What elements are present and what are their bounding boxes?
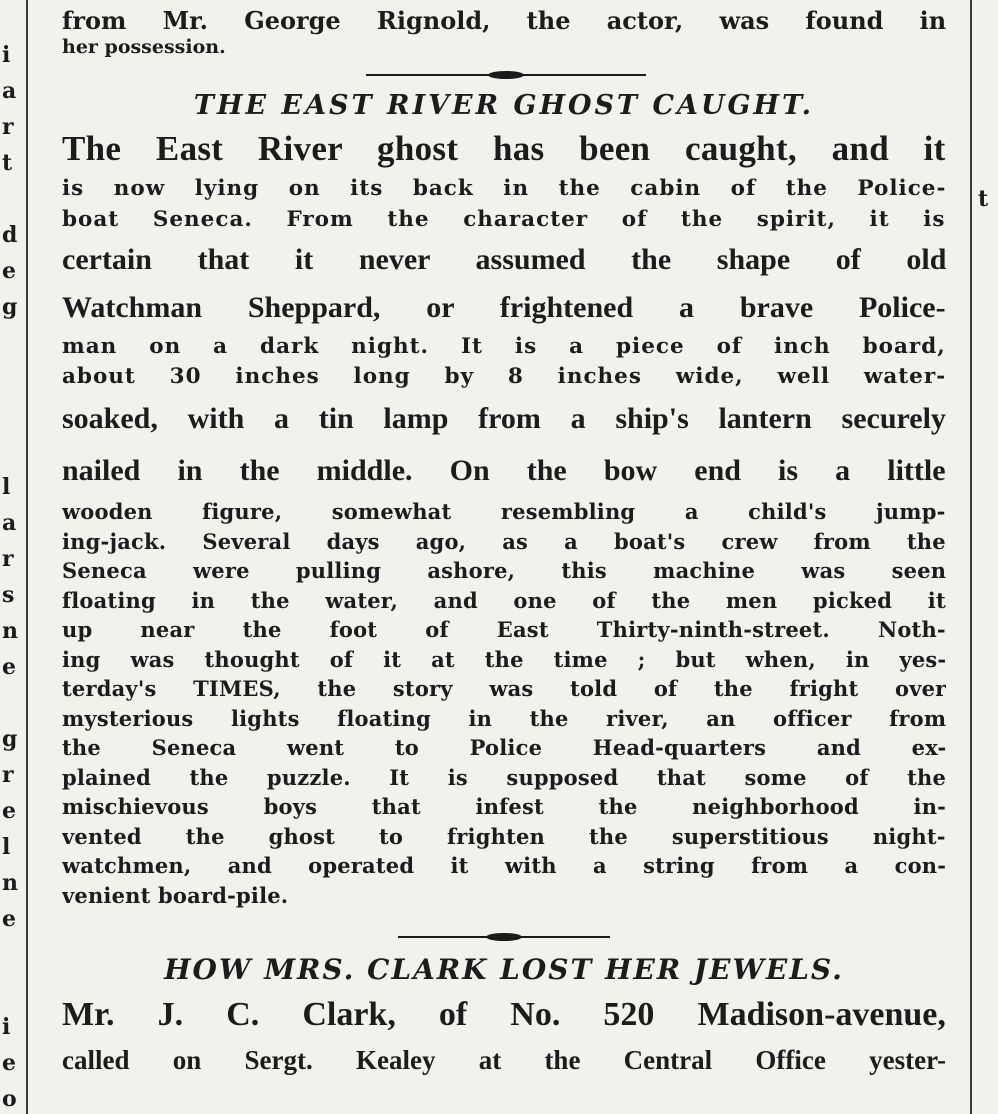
margin-glyph [2,184,22,214]
margin-glyph [978,112,998,142]
margin-glyph: g [2,294,18,320]
margin-glyph: t [978,186,989,212]
article-headline: THE EAST RIVER GHOST CAUGHT. [193,90,815,121]
text-line: floating in the water, and one of the men picked it [62,587,946,613]
margin-glyph: d [2,222,18,248]
margin-glyph: e [2,798,16,824]
margin-glyph: r [2,762,14,788]
margin-glyph [978,256,998,286]
margin-glyph [2,976,22,1006]
text-line: vented the ghost to frighten the superstitious night- [62,823,946,849]
section-divider [62,924,946,950]
text-line: mischievous boys that infest the neighborhood in- [62,794,946,820]
margin-glyph: g [2,726,18,752]
margin-glyph [978,1048,998,1078]
margin-glyph: r [2,546,14,572]
margin-glyph [978,724,998,754]
text-line: Seneca were pulling ashore, this machine was seen [62,558,946,584]
margin-glyph [978,832,998,862]
article-body-tail [62,497,946,910]
article-headline: HOW MRS. CLARK LOST HER JEWELS. [164,953,844,987]
margin-glyph: a [2,78,17,104]
text-line: called on Sergt. Kealey at the Central Office yester- [62,1045,946,1076]
margin-glyph [978,904,998,934]
left-column-rule [26,0,28,1114]
text-line: certain that it never assumed the shape of old [62,242,946,276]
text-line: is now lying on its back in the cabin of the Police- [62,176,946,201]
margin-glyph: n [2,870,18,896]
margin-glyph [978,148,998,178]
margin-glyph [978,508,998,538]
text-line: mysterious lights floating in the river, an officer from [62,705,946,731]
text-line: venient board-pile. [62,882,289,908]
margin-glyph: t [2,150,13,176]
margin-glyph [978,400,998,430]
text-line: nailed in the middle. On the bow end is a little [62,454,946,488]
margin-glyph: l [2,474,11,500]
margin-glyph [2,328,22,358]
margin-glyph [978,940,998,970]
margin-glyph [2,940,22,970]
text-line: boat Seneca. From the character of the spirit, it is [62,206,946,232]
margin-glyph: e [2,906,16,932]
article-east-river-ghost [62,88,946,910]
text-line: ing-jack. Several days ago, as a boat's crew from the [62,528,946,554]
margin-glyph [978,220,998,250]
margin-glyph: i [2,42,11,68]
previous-article-fragment [62,6,946,58]
margin-glyph [978,652,998,682]
margin-glyph: a [2,510,17,536]
margin-glyph [978,292,998,322]
margin-glyph [978,76,998,106]
margin-glyph: l [2,834,11,860]
article-body [62,124,946,910]
newspaper-column [62,0,946,1080]
margin-glyph: s [2,582,15,608]
margin-glyph: e [2,654,16,680]
margin-glyph: i [2,1014,11,1040]
text-line: about 30 inches long by 8 inches wide, well water- [62,364,946,390]
margin-glyph [978,364,998,394]
text-line: The East River ghost has been caught, and it [62,129,946,168]
margin-glyph [978,616,998,646]
right-column-fragment [978,0,998,1114]
margin-glyph [978,580,998,610]
margin-glyph [978,544,998,574]
margin-glyph: n [2,618,18,644]
margin-glyph [978,976,998,1006]
margin-glyph: o [2,1086,17,1112]
text-line: from Mr. George Rignold, the actor, was found in [62,6,946,35]
text-line: ing was thought of it at the time ; but when, in yes- [62,646,946,672]
text-line: her possession. [62,36,226,58]
margin-glyph [978,436,998,466]
margin-glyph: e [2,1050,16,1076]
text-line: Mr. J. C. Clark, of No. 520 Madison-avenue, [62,996,946,1034]
margin-glyph [978,688,998,718]
text-line: the Seneca went to Police Head-quarters and ex- [62,735,946,761]
margin-glyph [2,400,22,430]
margin-glyph [2,688,22,718]
text-line: terday's TIMES, the story was told of the fright over [62,676,946,702]
text-line: wooden figure, somewhat resembling a child's jump- [62,499,946,525]
margin-glyph [2,436,22,466]
section-divider [62,62,946,88]
margin-glyph: r [2,114,14,140]
article-mrs-clark-jewels [62,950,946,1080]
margin-glyph [2,364,22,394]
margin-glyph [978,472,998,502]
text-line: watchmen, and operated it with a string from a con- [62,853,946,879]
margin-glyph [978,868,998,898]
right-column-rule [970,0,972,1114]
margin-glyph [978,40,998,70]
margin-glyph [978,1084,998,1114]
margin-glyph: e [2,258,16,284]
margin-glyph [978,760,998,790]
margin-glyph [978,1012,998,1042]
margin-glyph [978,328,998,358]
text-line: Watchman Sheppard, or frightened a brave Police- [62,290,946,324]
margin-glyph [978,796,998,826]
text-line: up near the foot of East Thirty-ninth-street. Noth- [62,617,946,643]
left-column-fragment [2,0,22,1114]
text-line: man on a dark night. It is a piece of inch board, [62,333,946,359]
text-line: plained the puzzle. It is supposed that some of the [62,764,946,790]
text-line: soaked, with a tin lamp from a ship's lantern securely [62,402,946,436]
